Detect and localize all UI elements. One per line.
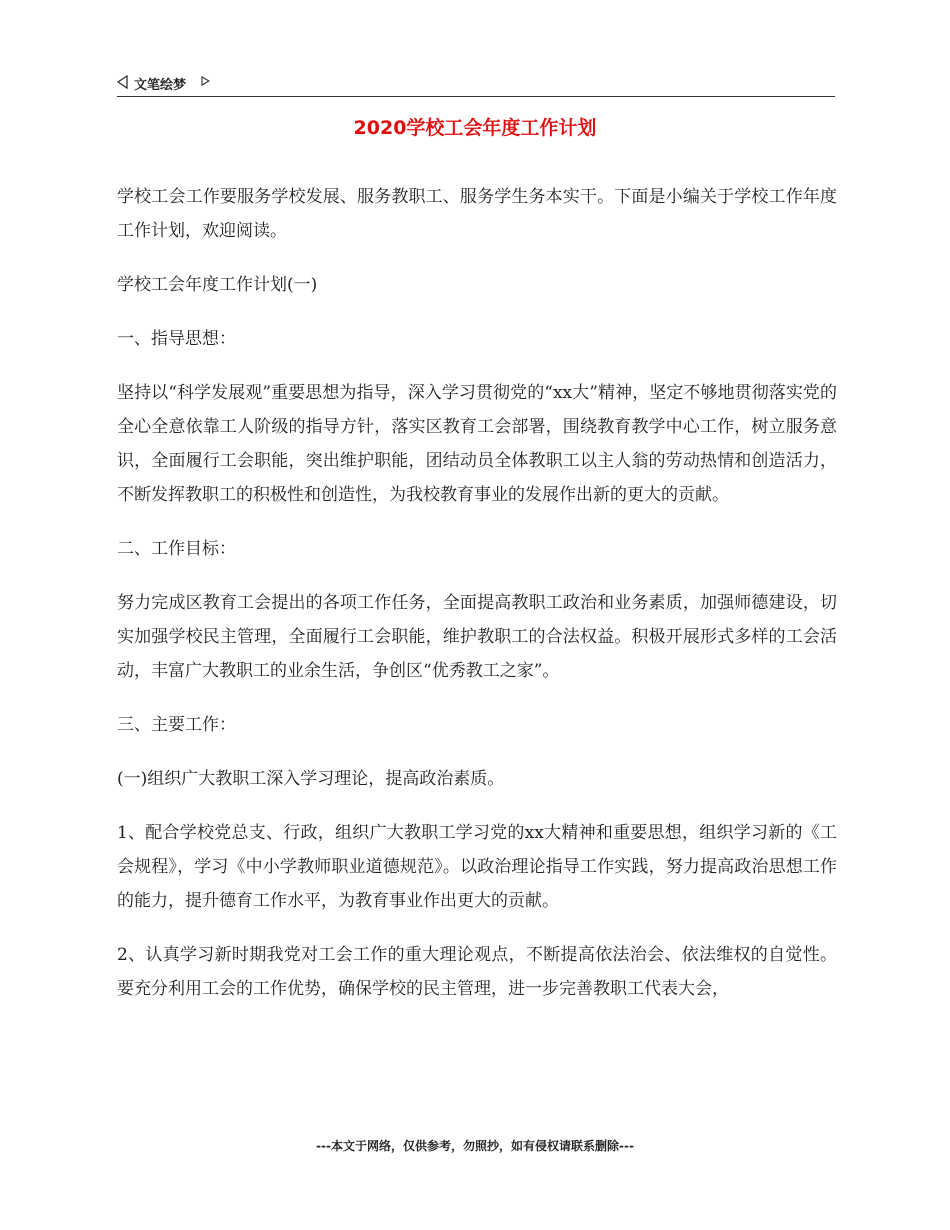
subsection-heading: 二、工作目标： [117, 539, 236, 559]
body-paragraph: 努力完成区教育工会提出的各项工作任务，全面提高教职工政治和业务素质，加强师德建设，切实加强学校民主管理，全面履行工会职能，维护教职工的合法权益。积极开展形式多样的工会活动，丰富广大教职工的业余生活，争创区“优秀教工之家”。 [117, 593, 837, 681]
triangle-left-icon [117, 75, 128, 89]
subsection-heading: 三、主要工作： [117, 715, 236, 735]
body-paragraph: 2、认真学习新时期我党对工会工作的重大理论观点，不断提高依法治会、依法维权的自觉性。要充分利用工会的工作优势，确保学校的民主管理，进一步完善教职工代表大会， [117, 945, 837, 999]
document-body [117, 180, 837, 1026]
triangle-right-icon [201, 76, 210, 86]
subsection-heading: 一、指导思想： [117, 329, 236, 349]
body-paragraph: 1、配合学校党总支、行政，组织广大教职工学习党的xx大精神和重要思想，组织学习新的《工会规程》，学习《中小学教师职业道德规范》。以政治理论指导工作实践，努力提高政治思想工作的能力，提升德育工作水平，为教育事业作出更大的贡献。 [117, 823, 837, 911]
brand-name: 文笔绘梦 [134, 78, 187, 93]
body-paragraph: 坚持以“科学发展观”重要思想为指导，深入学习贯彻党的“xx大”精神，坚定不够地贯彻落实党的全心全意依靠工人阶级的指导方针，落实区教育工会部署，围绕教育教学中心工作，树立服务意识，全面履行工会职能，突出维护职能，团结动员全体教职工以主人翁的劳动热情和创造活力，不断发挥教职工的积极性和创造性，为我校教育事业的发展作出新的更大的贡献。 [117, 383, 837, 505]
intro-paragraph: 学校工会工作要服务学校发展、服务教职工、服务学生务本实干。下面是小编关于学校工作年度工作计划，欢迎阅读。 [117, 187, 837, 241]
body-paragraph: (一)组织广大教职工深入学习理论，提高政治素质。 [117, 769, 505, 789]
document-title: 2020学校工会年度工作计划 [353, 117, 597, 139]
section-heading: 学校工会年度工作计划(一) [117, 275, 318, 295]
page-header [117, 70, 835, 97]
footer-notice: ---本文于网络，仅供参考，勿照抄，如有侵权请联系删除--- [316, 1139, 634, 1153]
